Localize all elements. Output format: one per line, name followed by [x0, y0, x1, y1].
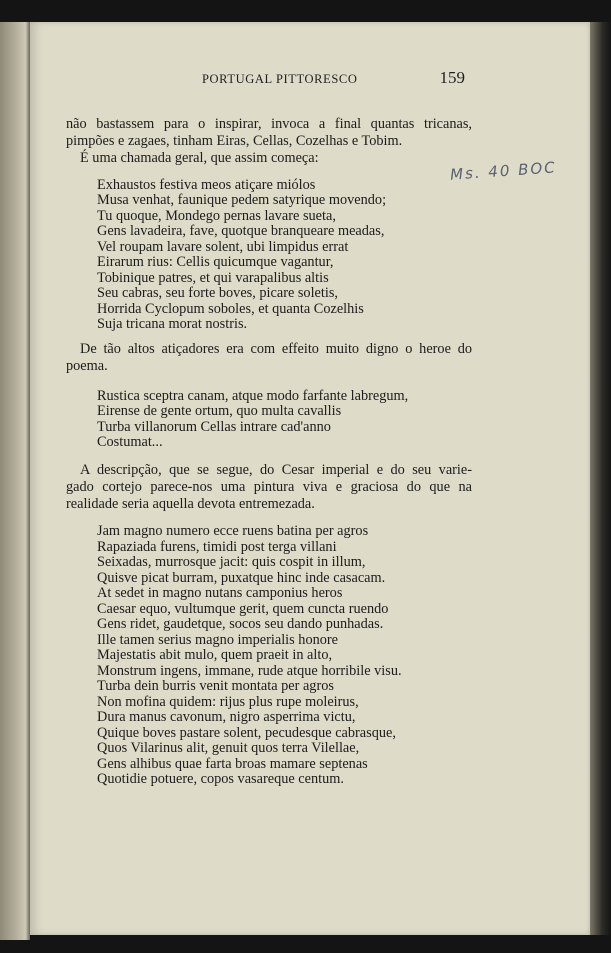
page-number: 159: [439, 68, 465, 87]
running-title: PORTUGAL PITTORESCO: [202, 72, 358, 86]
right-page-shadow: [590, 22, 611, 935]
verse-line: Tobinique patres, et qui varapalibus altis: [97, 269, 329, 286]
text-line: não bastassem para o inspirar, invoca a final quantas tricanas,: [66, 116, 472, 132]
paragraph-3: [66, 462, 472, 514]
verse-line: Rustica sceptra canam, atque modo farfante labregum,: [97, 388, 409, 404]
text-line: É uma chamada geral, que assim começa:: [80, 150, 319, 167]
paragraph-2: [66, 341, 472, 375]
verse-line: Turba villanorum Cellas intrare cad'anno: [97, 418, 331, 435]
verse-line: Ille tamen serius magno imperialis honore: [97, 631, 338, 648]
verse-line: Gens alhibus quae farta broas mamare septenas: [97, 755, 368, 772]
text-line: gado cortejo parece-nos uma pintura viva e graciosa do que na: [66, 479, 472, 496]
verse-line: Caesar equo, vultumque gerit, quem cuncta ruendo: [97, 600, 389, 617]
verse-block-2: [97, 389, 408, 451]
handwritten-shelfmark: Ms. 40 BOC: [449, 158, 558, 184]
verse-line: Eirarum rius: Cellis quicumque vagantur,: [97, 254, 334, 271]
verse-line: Horrida Cyclopum soboles, et quanta Cozelhis: [97, 300, 364, 317]
verse-line: Gens lavadeira, fave, quotque branqueare meadas,: [97, 223, 385, 240]
text-line: De tão altos atiçadores era com effeito muito digno o heroe do: [80, 341, 472, 357]
verse-line: Quos Vilarinus alit, genuit quos terra Vilellae,: [97, 740, 360, 756]
left-page-edge: [0, 22, 30, 940]
text-line: A descripção, que se segue, do Cesar imperial e do seu varie-: [80, 462, 472, 478]
verse-line: Quotidie potuere, copos vasareque centum.: [97, 771, 344, 787]
verse-line: Jam magno numero ecce ruens batina per agros: [97, 523, 369, 539]
running-head: [160, 68, 475, 94]
verse-line: Rapaziada furens, timidi post terga villani: [97, 538, 337, 555]
verse-line: Seu cabras, seu forte boves, picare soletis,: [97, 285, 338, 302]
text-line: pimpões e zagaes, tinham Eiras, Cellas, Cozelhas e Tobim.: [66, 133, 403, 150]
verse-line: Gens ridet, gaudetque, socos seu dando punhadas.: [97, 616, 384, 632]
verse-line: Dura manus cavonum, nigro asperrima victu,: [97, 709, 356, 725]
verse-line: Suja tricana morat nostris.: [97, 316, 248, 333]
verse-line: Vel roupam lavare solent, ubi limpidus errat: [97, 238, 349, 255]
verse-line: Exhaustos festiva meos atiçare miólos: [97, 177, 316, 193]
verse-line: Musa venhat, faunique pedem satyrique movendo;: [97, 192, 387, 209]
verse-line: Quisve picat burram, puxatque hinc inde casacam.: [97, 569, 386, 586]
intro-paragraph: [66, 116, 472, 168]
verse-line: Majestatis abit mulo, quem praeit in alto,: [97, 647, 333, 663]
verse-line: Eirense de gente ortum, quo multa cavallis: [97, 403, 342, 420]
verse-line: Tu quoque, Mondego pernas lavare sueta,: [97, 207, 336, 224]
text-line: poema.: [66, 358, 108, 375]
verse-line: Monstrum ingens, immane, rude atque horribile visu.: [97, 662, 402, 679]
verse-line: Non mofina quidem: rijus plus rupe moleirus,: [97, 693, 359, 710]
verse-block-3: [97, 524, 402, 788]
text-line: realidade seria aquella devota entremezada.: [66, 496, 315, 513]
verse-block-1: [97, 178, 386, 333]
verse-line: Quique boves pastare solent, pecudesque cabrasque,: [97, 724, 396, 741]
verse-line: At sedet in magno nutans camponius heros: [97, 585, 343, 601]
verse-line: Costumat...: [97, 434, 163, 451]
verse-line: Turba dein burris venit montata per agros: [97, 678, 334, 694]
verse-line: Seixadas, murrosque jacit: quis cospit in illum,: [97, 554, 366, 570]
